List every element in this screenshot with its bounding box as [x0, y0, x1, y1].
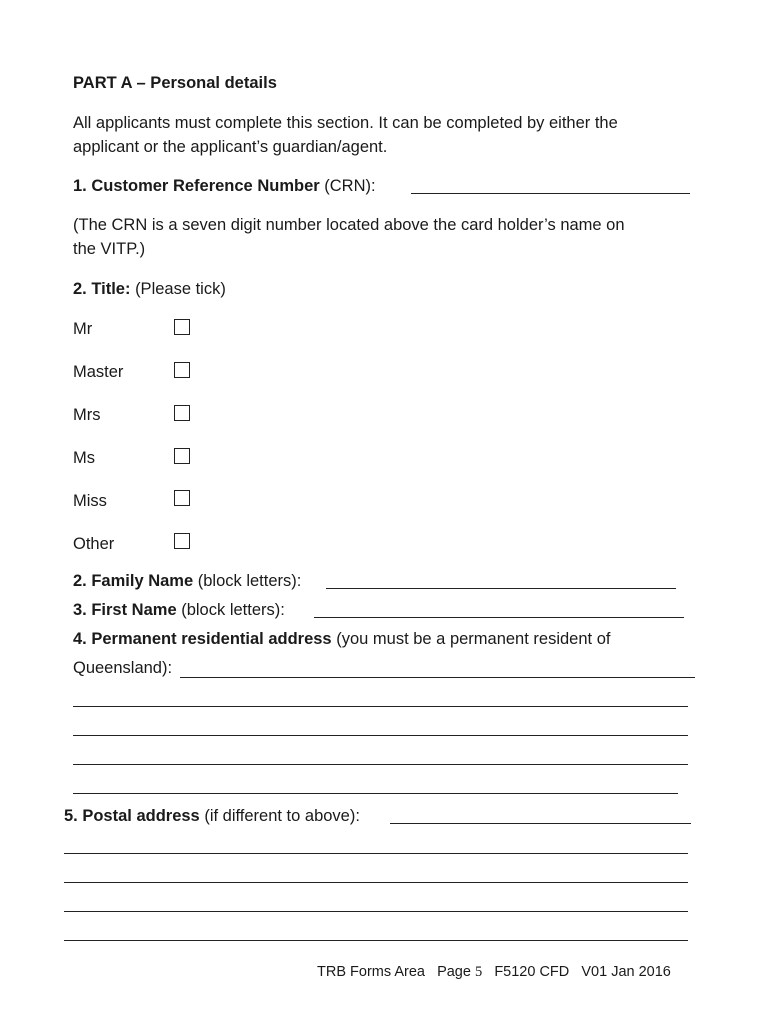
- footer-form-code: F5120 CFD: [494, 964, 570, 980]
- footer-forms-area: TRB Forms Area: [317, 964, 425, 980]
- crn-label-bold: 1. Customer Reference Number: [73, 177, 320, 195]
- residential-address-label-bold: 4. Permanent residential address: [73, 630, 332, 648]
- postal-address-label-bold: 5. Postal address: [64, 807, 200, 825]
- title-hint: (Please tick): [135, 280, 226, 298]
- crn-input-line[interactable]: [411, 193, 690, 194]
- postal-address-input-line-5[interactable]: [64, 940, 688, 941]
- first-name-label-bold: 3. First Name: [73, 601, 177, 619]
- first-name-label-suffix: (block letters):: [181, 601, 285, 619]
- footer-version: V01 Jan 2016: [581, 964, 671, 980]
- title-option-other-label: Other: [73, 535, 115, 553]
- postal-address-label: [64, 807, 360, 826]
- postal-address-input-line-1[interactable]: [390, 823, 691, 824]
- residential-address-label-line-2: Queensland):: [73, 659, 173, 677]
- intro-line-2: applicant or the applicant’s guardian/agent.: [73, 138, 388, 156]
- family-name-label-bold: 2. Family Name: [73, 572, 194, 590]
- residential-address-label: [73, 630, 610, 649]
- title-option-master-label: Master: [73, 363, 124, 381]
- residential-address-input-line-5[interactable]: [73, 793, 678, 794]
- title-option-mrs-checkbox[interactable]: [174, 405, 190, 421]
- residential-address-input-line-1[interactable]: [180, 677, 695, 678]
- postal-address-label-suffix: (if different to above):: [204, 807, 360, 825]
- title-question: [73, 280, 226, 299]
- family-name-label-suffix: (block letters):: [197, 572, 302, 590]
- postal-address-input-line-3[interactable]: [64, 882, 688, 883]
- residential-address-input-line-4[interactable]: [73, 764, 688, 765]
- first-name-input-line[interactable]: [314, 617, 684, 618]
- title-option-master-checkbox[interactable]: [174, 362, 190, 378]
- crn-note-line-1: (The CRN is a seven digit number located above the card holder’s name on: [73, 216, 625, 234]
- title-option-mrs-label: Mrs: [73, 406, 101, 424]
- title-option-ms-checkbox[interactable]: [174, 448, 190, 464]
- family-name-input-line[interactable]: [326, 588, 676, 589]
- family-name-label: [73, 572, 301, 591]
- title-option-other-checkbox[interactable]: [174, 533, 190, 549]
- page-footer: [317, 964, 671, 981]
- postal-address-input-line-4[interactable]: [64, 911, 688, 912]
- title-option-mr-checkbox[interactable]: [174, 319, 190, 335]
- crn-label-suffix: (CRN):: [324, 177, 376, 195]
- residential-address-input-line-2[interactable]: [73, 706, 688, 707]
- footer-page-label: Page: [437, 964, 471, 980]
- intro-line-1: All applicants must complete this section. It can be completed by either the: [73, 114, 618, 132]
- residential-address-input-line-3[interactable]: [73, 735, 688, 736]
- section-heading: PART A – Personal details: [73, 74, 277, 92]
- first-name-label: [73, 601, 285, 620]
- footer-page-number: 5: [474, 964, 483, 980]
- title-label: 2. Title:: [73, 280, 131, 298]
- crn-label: [73, 177, 376, 196]
- title-option-miss-label: Miss: [73, 492, 107, 510]
- title-option-miss-checkbox[interactable]: [174, 490, 190, 506]
- postal-address-input-line-2[interactable]: [64, 853, 688, 854]
- crn-note-line-2: the VITP.): [73, 240, 146, 258]
- title-option-mr-label: Mr: [73, 320, 93, 338]
- residential-address-label-suffix: (you must be a permanent resident of: [336, 630, 611, 648]
- title-option-ms-label: Ms: [73, 449, 95, 467]
